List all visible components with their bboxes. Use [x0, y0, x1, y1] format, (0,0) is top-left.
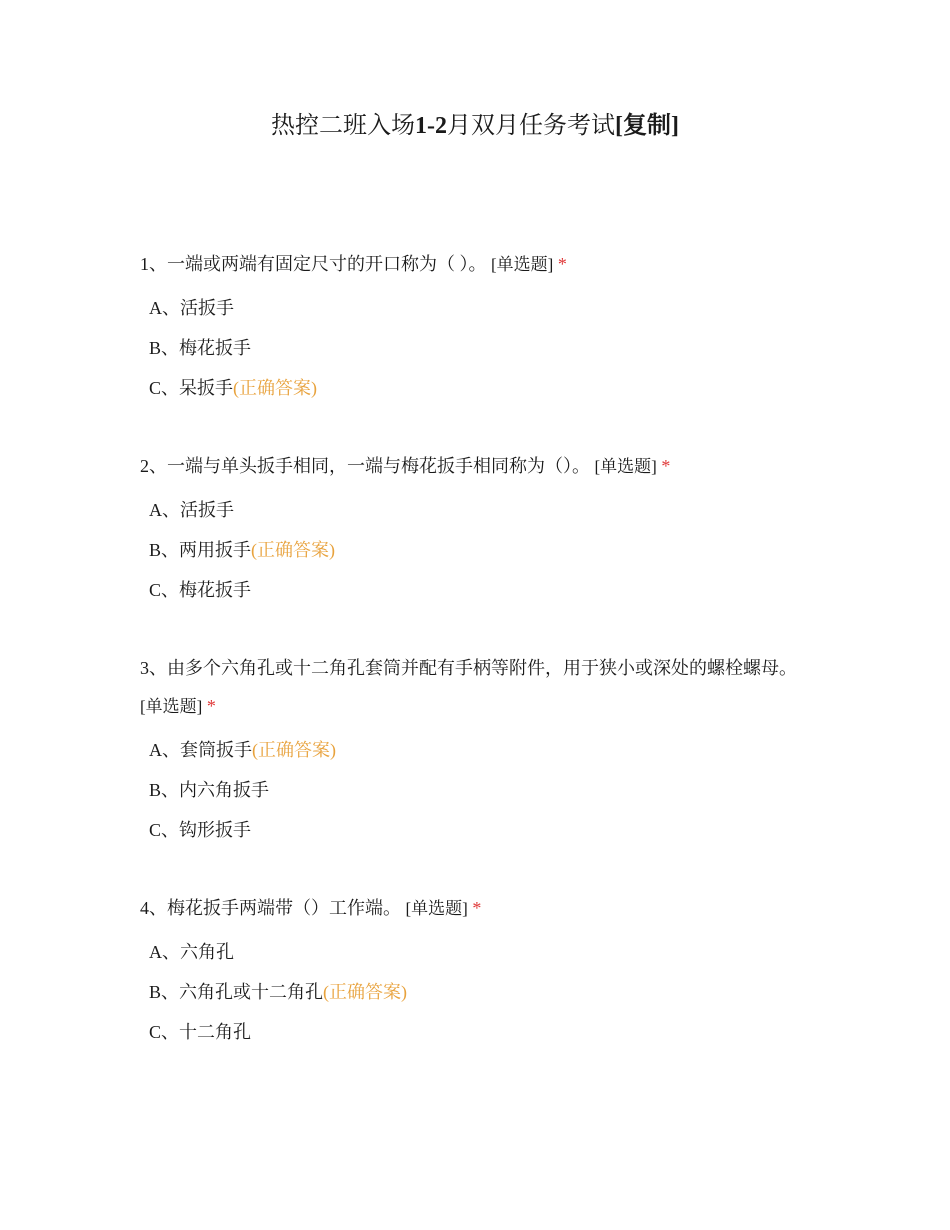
option-letter: C、 [149, 820, 180, 840]
option-a[interactable] [149, 288, 800, 328]
title-part-4: [复制] [615, 113, 679, 139]
option-c[interactable] [149, 810, 800, 850]
option-text: 两用扳手 [179, 540, 252, 560]
option-text: 钩形扳手 [179, 820, 252, 840]
options-list [149, 730, 800, 850]
question-2 [140, 447, 800, 610]
title-part-1: 热控二班入场 [271, 113, 415, 139]
question-type: [单选题] [594, 457, 657, 476]
question-type: [单选题] [491, 255, 554, 274]
question-text [140, 245, 800, 284]
option-letter: B、 [149, 780, 180, 800]
question-number: 1、 [140, 254, 167, 274]
title-part-2: 1-2 [415, 113, 447, 139]
option-text: 六角孔 [180, 942, 234, 962]
option-b[interactable] [149, 530, 800, 570]
correct-answer-tag: (正确答案) [233, 378, 318, 398]
option-letter: B、 [149, 982, 180, 1002]
question-text [140, 889, 800, 928]
question-body: 一端或两端有固定尺寸的开口称为（ ）。 [167, 254, 487, 274]
question-body: 由多个六角孔或十二角孔套筒并配有手柄等附件，用于狭小或深处的螺栓螺母。 [167, 658, 797, 678]
option-letter: A、 [149, 942, 180, 962]
option-text: 内六角扳手 [179, 780, 270, 800]
option-letter: A、 [149, 298, 180, 318]
correct-answer-tag: (正确答案) [251, 540, 336, 560]
option-text: 活扳手 [180, 500, 234, 520]
option-letter: C、 [149, 580, 180, 600]
question-text [140, 649, 800, 726]
option-a[interactable] [149, 730, 800, 770]
question-number: 2、 [140, 456, 167, 476]
option-letter: A、 [149, 740, 180, 760]
option-letter: A、 [149, 500, 180, 520]
question-number: 3、 [140, 658, 167, 678]
question-4 [140, 889, 800, 1052]
option-c[interactable] [149, 368, 800, 408]
question-body: 一端与单头扳手相同，一端与梅花扳手相同称为（）。 [167, 456, 590, 476]
option-text: 梅花扳手 [179, 580, 252, 600]
required-mark: * [472, 898, 482, 918]
option-c[interactable] [149, 570, 800, 610]
option-text: 六角孔或十二角孔 [179, 982, 324, 1002]
options-list [149, 932, 800, 1052]
page-title [0, 108, 950, 144]
question-number: 4、 [140, 898, 167, 918]
options-list [149, 288, 800, 408]
option-letter: C、 [149, 1022, 180, 1042]
correct-answer-tag: (正确答案) [323, 982, 408, 1002]
option-c[interactable] [149, 1012, 800, 1052]
correct-answer-tag: (正确答案) [252, 740, 336, 760]
option-text: 活扳手 [180, 298, 234, 318]
option-text: 十二角孔 [179, 1022, 252, 1042]
option-a[interactable] [149, 490, 800, 530]
option-b[interactable] [149, 328, 800, 368]
required-mark: * [206, 696, 216, 716]
option-text: 套筒扳手 [180, 740, 252, 760]
option-letter: B、 [149, 338, 180, 358]
title-part-3: 月双月任务考试 [447, 113, 615, 139]
question-1 [140, 245, 800, 408]
question-text [140, 447, 800, 486]
required-mark: * [557, 254, 567, 274]
option-text: 呆扳手 [179, 378, 234, 398]
option-letter: B、 [149, 540, 180, 560]
options-list [149, 490, 800, 610]
option-text: 梅花扳手 [179, 338, 252, 358]
option-letter: C、 [149, 378, 180, 398]
required-mark: * [661, 456, 671, 476]
question-body: 梅花扳手两端带（）工作端。 [167, 898, 401, 918]
question-3 [140, 649, 800, 850]
option-b[interactable] [149, 972, 800, 1012]
option-a[interactable] [149, 932, 800, 972]
option-b[interactable] [149, 770, 800, 810]
question-type: [单选题] [405, 899, 468, 918]
question-type: [单选题] [140, 697, 203, 716]
